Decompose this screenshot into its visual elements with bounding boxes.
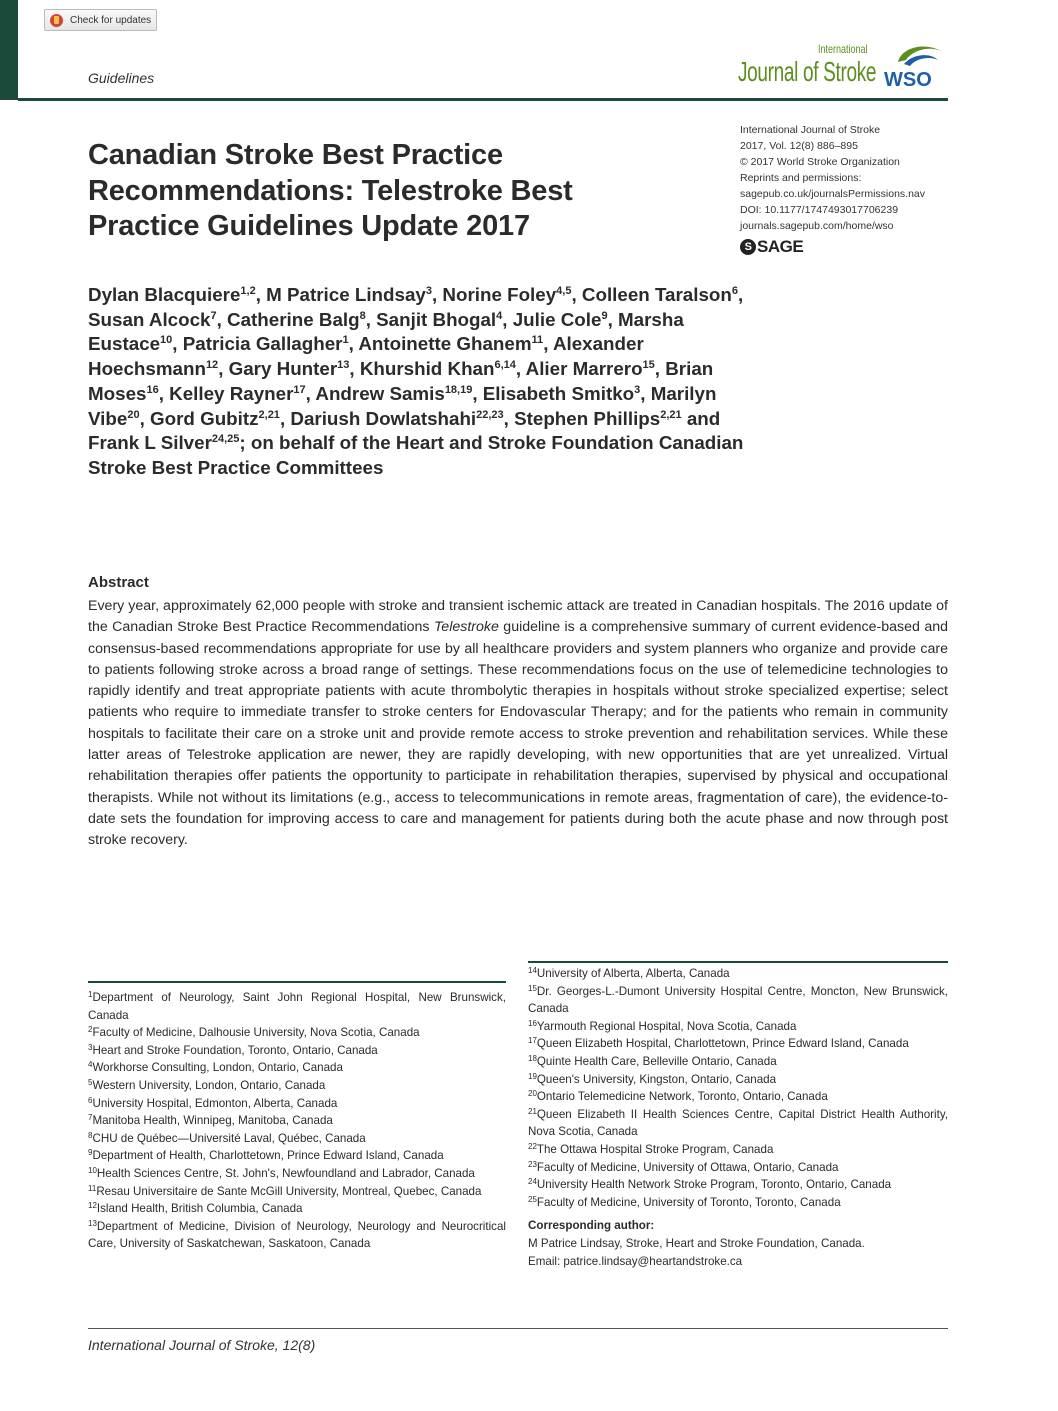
affiliation-text: Heart and Stroke Foundation, Toronto, Ontario, Canada	[92, 1043, 378, 1057]
author-name: Julie Cole	[512, 308, 602, 330]
affiliation-number: 25	[528, 1194, 537, 1204]
abstract-italic: Telestroke	[433, 619, 499, 636]
affiliation-number: 16	[528, 1018, 537, 1028]
affiliation-number: 8	[88, 1130, 93, 1140]
footnote-rule-right	[528, 961, 948, 963]
affiliation-item	[528, 1018, 948, 1036]
wso-logo-icon	[880, 40, 950, 90]
affiliation-item	[528, 1035, 948, 1053]
journal-logo-title: Journal of Stroke	[738, 56, 877, 87]
affiliation-item	[88, 1112, 506, 1130]
author-separator: ,	[737, 284, 744, 305]
affiliation-number: 10	[88, 1165, 97, 1175]
author-separator: ,	[515, 358, 526, 380]
author-name: Patricia Gallagher	[182, 333, 343, 355]
author-name: Brian Moses	[88, 358, 714, 404]
affiliation-number: 15	[528, 983, 537, 993]
affiliation-number: 23	[528, 1159, 537, 1169]
article-metadata	[740, 122, 925, 234]
wso-logo-text: WSO	[884, 69, 932, 90]
affiliation-number: 4	[88, 1060, 93, 1070]
author-name: Gord Gubitz	[150, 407, 259, 429]
author-affiliation-ref: 18,19	[444, 383, 473, 396]
affiliation-item	[528, 1106, 948, 1141]
affiliation-text: Resau Universitaire de Sante McGill University, Montreal, Quebec, Canada	[96, 1184, 482, 1198]
affiliation-item	[88, 1042, 506, 1060]
meta-home-link[interactable]: journals.sagepub.com/home/wso	[740, 220, 894, 232]
affiliation-text: Island Health, British Columbia, Canada	[96, 1202, 303, 1216]
affiliation-item	[528, 1088, 948, 1106]
author-name: Sanjit Bhogal	[376, 308, 497, 330]
author-affiliation-ref: 13	[337, 359, 350, 372]
author-affiliation-ref: 11	[531, 334, 544, 347]
meta-volume: 2017, Vol. 12(8) 886–895	[740, 140, 858, 152]
author-affiliation-ref: 1	[342, 334, 349, 347]
affiliation-text: Quinte Health Care, Belleville Ontario, Canada	[536, 1054, 777, 1068]
author-name: Colleen Taralson	[581, 284, 732, 305]
abstract-text-2: guideline is a comprehensive summary of current evidence-based and consensus-based recommendations appropriate for use by all healthcare providers and system planners who organize and provide care to patients following stroke across a broad range of settings. These recommendations focus on the use of telemedicine technologies to rapidly identify and treat appropriate patients with acute thrombolytic therapies in hospitals without stroke specialized expertise; select patients who require to immediate transfer to stroke centers for Endovascular Therapy; and for the patients who remain in community hospitals to facilitate their care on a stroke unit and provide remote access to stroke prevention and rehabilitation services. While these latter areas of Telestroke application are newer, they are rapidly developing, with new opportunities that are yet unrealized. Virtual rehabilitation therapies offer patients the opportunity to participate in rehabilitation therapies, supervised by physical and occupational therapists. While not without its limitations (e.g., access to telecommunications in remote areas, fragmentation of care), the evidence-to-date sets the foundation for improving access to care and management for patients during both the acute phase and now through post stroke recovery.	[88, 619, 948, 849]
author-affiliation-ref: 7	[210, 309, 217, 322]
author-affiliation-ref: 1,2	[240, 285, 256, 297]
author-affiliation-ref: 4,5	[556, 285, 572, 297]
abstract-text-1: Every year, approximately 62,000 people with stroke and transient ischemic attack are treated in Canadian hospitals. The 2016 update of the Canadian Stroke Best Practice Recommendations	[88, 598, 948, 636]
author-name: Elisabeth Smitko	[482, 382, 635, 404]
affiliation-item	[528, 965, 948, 983]
author-name: Stephen Phillips	[514, 407, 661, 429]
affiliation-item	[88, 1077, 506, 1095]
author-affiliation-ref: 12	[205, 359, 219, 372]
left-edge-bar	[0, 0, 18, 100]
affiliation-number: 7	[88, 1113, 93, 1123]
affiliation-number: 24	[528, 1177, 537, 1187]
author-list	[88, 283, 753, 481]
author-separator: ,	[640, 382, 651, 404]
author-name: Frank L Silver	[88, 432, 212, 454]
author-name: Dariush Dowlatshahi	[290, 407, 477, 429]
author-separator: ,	[305, 382, 316, 404]
affiliation-number: 13	[88, 1218, 97, 1228]
author-affiliation-ref: 6,14	[494, 359, 516, 372]
author-name: Susan Alcock	[88, 308, 211, 330]
author-separator: ,	[216, 308, 228, 330]
affiliation-number: 12	[88, 1201, 97, 1211]
affiliation-item	[528, 1053, 948, 1071]
author-name: Kelley Rayner	[169, 382, 294, 404]
author-affiliation-ref: 3	[425, 285, 432, 297]
author-separator: ,	[348, 333, 359, 355]
author-name: Marsha Eustace	[88, 308, 684, 355]
author-separator: ,	[472, 382, 483, 404]
affiliation-item	[528, 1141, 948, 1159]
affiliation-number: 9	[88, 1148, 93, 1158]
author-name: Dylan Blacquiere	[88, 284, 241, 305]
affiliation-number: 2	[88, 1025, 93, 1035]
affiliation-number: 11	[88, 1183, 97, 1193]
footer-rule	[88, 1328, 948, 1329]
author-separator: ,	[172, 333, 183, 355]
affiliation-number: 17	[528, 1036, 537, 1046]
author-name: Alexander Hoechsmann	[88, 333, 644, 380]
author-affiliation-ref: 24,25	[211, 433, 240, 446]
author-separator: ,	[502, 308, 513, 330]
affiliation-text: CHU de Québec—Université Laval, Québec, Canada	[92, 1131, 366, 1145]
affiliation-text: University Health Network Stroke Program, Toronto, Ontario, Canada	[536, 1178, 892, 1192]
affiliations-right	[528, 965, 948, 1270]
footnote-rule-left	[88, 981, 506, 983]
author-affiliation-ref: 8	[359, 309, 366, 322]
affiliation-item	[88, 1130, 506, 1148]
check-for-updates-button[interactable]	[44, 9, 157, 31]
sage-logo-text: SAGE	[757, 237, 804, 256]
author-separator: ,	[255, 284, 267, 305]
author-affiliation-ref: 20	[127, 408, 140, 421]
page-footer: International Journal of Stroke, 12(8)	[88, 1337, 316, 1353]
author-affiliation-ref: 17	[293, 383, 306, 396]
author-name: Gary Hunter	[228, 358, 338, 380]
meta-doi[interactable]: DOI: 10.1177/1747493017706239	[740, 204, 899, 216]
affiliations-left	[88, 989, 506, 1253]
affiliation-item	[528, 1071, 948, 1089]
author-affiliation-ref: 16	[146, 383, 159, 396]
affiliation-number: 14	[528, 966, 537, 975]
author-separator: ,	[654, 358, 666, 380]
author-name: M Patrice Lindsay	[266, 284, 426, 305]
author-separator: ,	[349, 358, 360, 380]
header-rule	[18, 98, 948, 101]
affiliation-number: 18	[528, 1053, 537, 1063]
abstract-body	[88, 596, 948, 852]
author-affiliation-ref: 15	[642, 359, 655, 372]
corresponding-email[interactable]: Email: patrice.lindsay@heartandstroke.ca	[528, 1254, 743, 1268]
affiliation-item	[88, 1200, 506, 1218]
affiliation-text: Department of Neurology, Saint John Regional Hospital, New Brunswick, Canada	[88, 991, 506, 1022]
affiliation-number: 3	[88, 1042, 93, 1052]
author-affiliation-ref: 2,21	[258, 408, 280, 421]
author-name: Alier Marrero	[525, 358, 643, 380]
meta-reprints: Reprints and permissions:	[740, 172, 862, 184]
affiliation-item	[88, 1059, 506, 1077]
affiliation-text: Queen Elizabeth II Health Sciences Centre, Capital District Health Authority, Nova Scotia, Canada	[528, 1107, 948, 1139]
affiliation-text: University Hospital, Edmonton, Alberta, Canada	[92, 1096, 338, 1110]
affiliation-item	[88, 1183, 506, 1201]
author-separator: ,	[503, 407, 515, 429]
affiliation-item	[88, 989, 506, 1024]
author-name: Andrew Samis	[315, 382, 445, 404]
sage-logo-icon: S	[740, 239, 756, 255]
author-separator: ,	[279, 407, 291, 429]
affiliation-text: The Ottawa Hospital Stroke Program, Canada	[536, 1142, 774, 1156]
meta-copyright: © 2017 World Stroke Organization	[740, 156, 900, 168]
journal-logo-small: International	[818, 42, 868, 56]
affiliation-number: 5	[88, 1077, 93, 1087]
affiliation-text: Western University, London, Ontario, Canada	[92, 1078, 326, 1092]
affiliation-item	[528, 1194, 948, 1212]
affiliation-text: Queen Elizabeth Hospital, Charlottetown, Prince Edward Island, Canada	[536, 1037, 909, 1051]
abstract-heading: Abstract	[88, 574, 149, 591]
affiliation-number: 6	[88, 1095, 93, 1105]
update-badge-icon	[50, 14, 63, 27]
affiliation-item	[88, 1165, 506, 1183]
affiliation-number: 22	[528, 1141, 537, 1151]
meta-permissions-link[interactable]: sagepub.co.uk/journalsPermissions.nav	[740, 188, 926, 200]
author-name: Antoinette Ghanem	[358, 333, 532, 355]
author-separator: ,	[139, 407, 151, 429]
corresponding-author: M Patrice Lindsay, Stroke, Heart and Stroke Foundation, Canada.	[528, 1236, 865, 1250]
affiliation-text: Ontario Telemedicine Network, Toronto, Ontario, Canada	[536, 1090, 828, 1104]
author-affiliation-ref: 9	[601, 309, 608, 322]
author-name: Norine Foley	[442, 284, 557, 305]
check-for-updates-label: Check for updates	[70, 14, 152, 26]
affiliation-text: Department of Health, Charlottetown, Prince Edward Island, Canada	[92, 1149, 444, 1163]
author-affiliation-ref: 6	[731, 285, 738, 297]
affiliation-item	[88, 1147, 506, 1165]
author-affiliation-ref: 2,21	[660, 408, 682, 421]
affiliation-text: Health Sciences Centre, St. John's, Newfoundland and Labrador, Canada	[96, 1166, 475, 1180]
affiliation-text: Faculty of Medicine, Dalhousie University, Nova Scotia, Canada	[92, 1026, 420, 1040]
affiliation-text: Manitoba Health, Winnipeg, Manitoba, Canada	[92, 1114, 333, 1128]
affiliation-text: Faculty of Medicine, University of Ottawa, Ontario, Canada	[536, 1160, 839, 1174]
author-name: Marilyn Vibe	[88, 382, 717, 429]
article-title: Canadian Stroke Best Practice Recommendations: Telestroke Best Practice Guidelines Update 2017	[88, 139, 573, 242]
affiliation-item	[88, 1095, 506, 1113]
affiliation-number: 1	[88, 990, 93, 999]
affiliation-text: Department of Medicine, Division of Neurology, Neurology and Neurocritical Care, University of Saskatchewan, Saskatoon, Canada	[88, 1219, 506, 1251]
affiliation-item	[528, 983, 948, 1018]
affiliation-item	[88, 1024, 506, 1042]
affiliation-item	[88, 1218, 506, 1253]
affiliation-text: Dr. Georges-L.-Dumont University Hospital Centre, Moncton, New Brunswick, Canada	[528, 984, 948, 1016]
author-separator: and	[681, 407, 721, 429]
author-separator: ,	[431, 284, 443, 305]
section-label: Guidelines	[88, 70, 155, 86]
author-affiliation-ref: 10	[160, 334, 173, 347]
affiliation-number: 20	[528, 1089, 537, 1099]
author-affiliation-ref: 4	[496, 309, 503, 322]
author-separator: ,	[543, 333, 553, 355]
author-affiliation-ref: 22,23	[476, 408, 504, 421]
author-affiliation-ref: 3	[634, 383, 641, 396]
meta-journal: International Journal of Stroke	[740, 124, 881, 136]
affiliation-text: Yarmouth Regional Hospital, Nova Scotia, Canada	[536, 1019, 797, 1033]
affiliation-number: 21	[528, 1106, 537, 1116]
author-separator: ,	[365, 308, 377, 330]
author-separator: ,	[571, 284, 582, 305]
sage-logo	[740, 237, 803, 257]
affiliation-text: Workhorse Consulting, London, Ontario, Canada	[92, 1061, 343, 1075]
affiliation-text: Faculty of Medicine, University of Toronto, Toronto, Canada	[536, 1195, 841, 1209]
author-separator: ; on behalf of the Heart and Stroke Foundation Canadian Stroke Best Practice Committees	[88, 432, 744, 478]
affiliation-text: University of Alberta, Alberta, Canada	[536, 967, 730, 980]
author-name: Catherine Balg	[227, 308, 360, 330]
affiliation-item	[528, 1176, 948, 1194]
author-separator: ,	[218, 358, 229, 380]
author-separator: ,	[158, 382, 170, 404]
affiliation-item	[528, 1159, 948, 1177]
author-name: Khurshid Khan	[359, 358, 495, 380]
affiliation-number: 19	[528, 1071, 537, 1081]
corresponding-author-heading: Corresponding author:	[528, 1219, 655, 1233]
affiliation-text: Queen's University, Kingston, Ontario, Canada	[536, 1072, 777, 1086]
author-separator: ,	[607, 308, 618, 330]
